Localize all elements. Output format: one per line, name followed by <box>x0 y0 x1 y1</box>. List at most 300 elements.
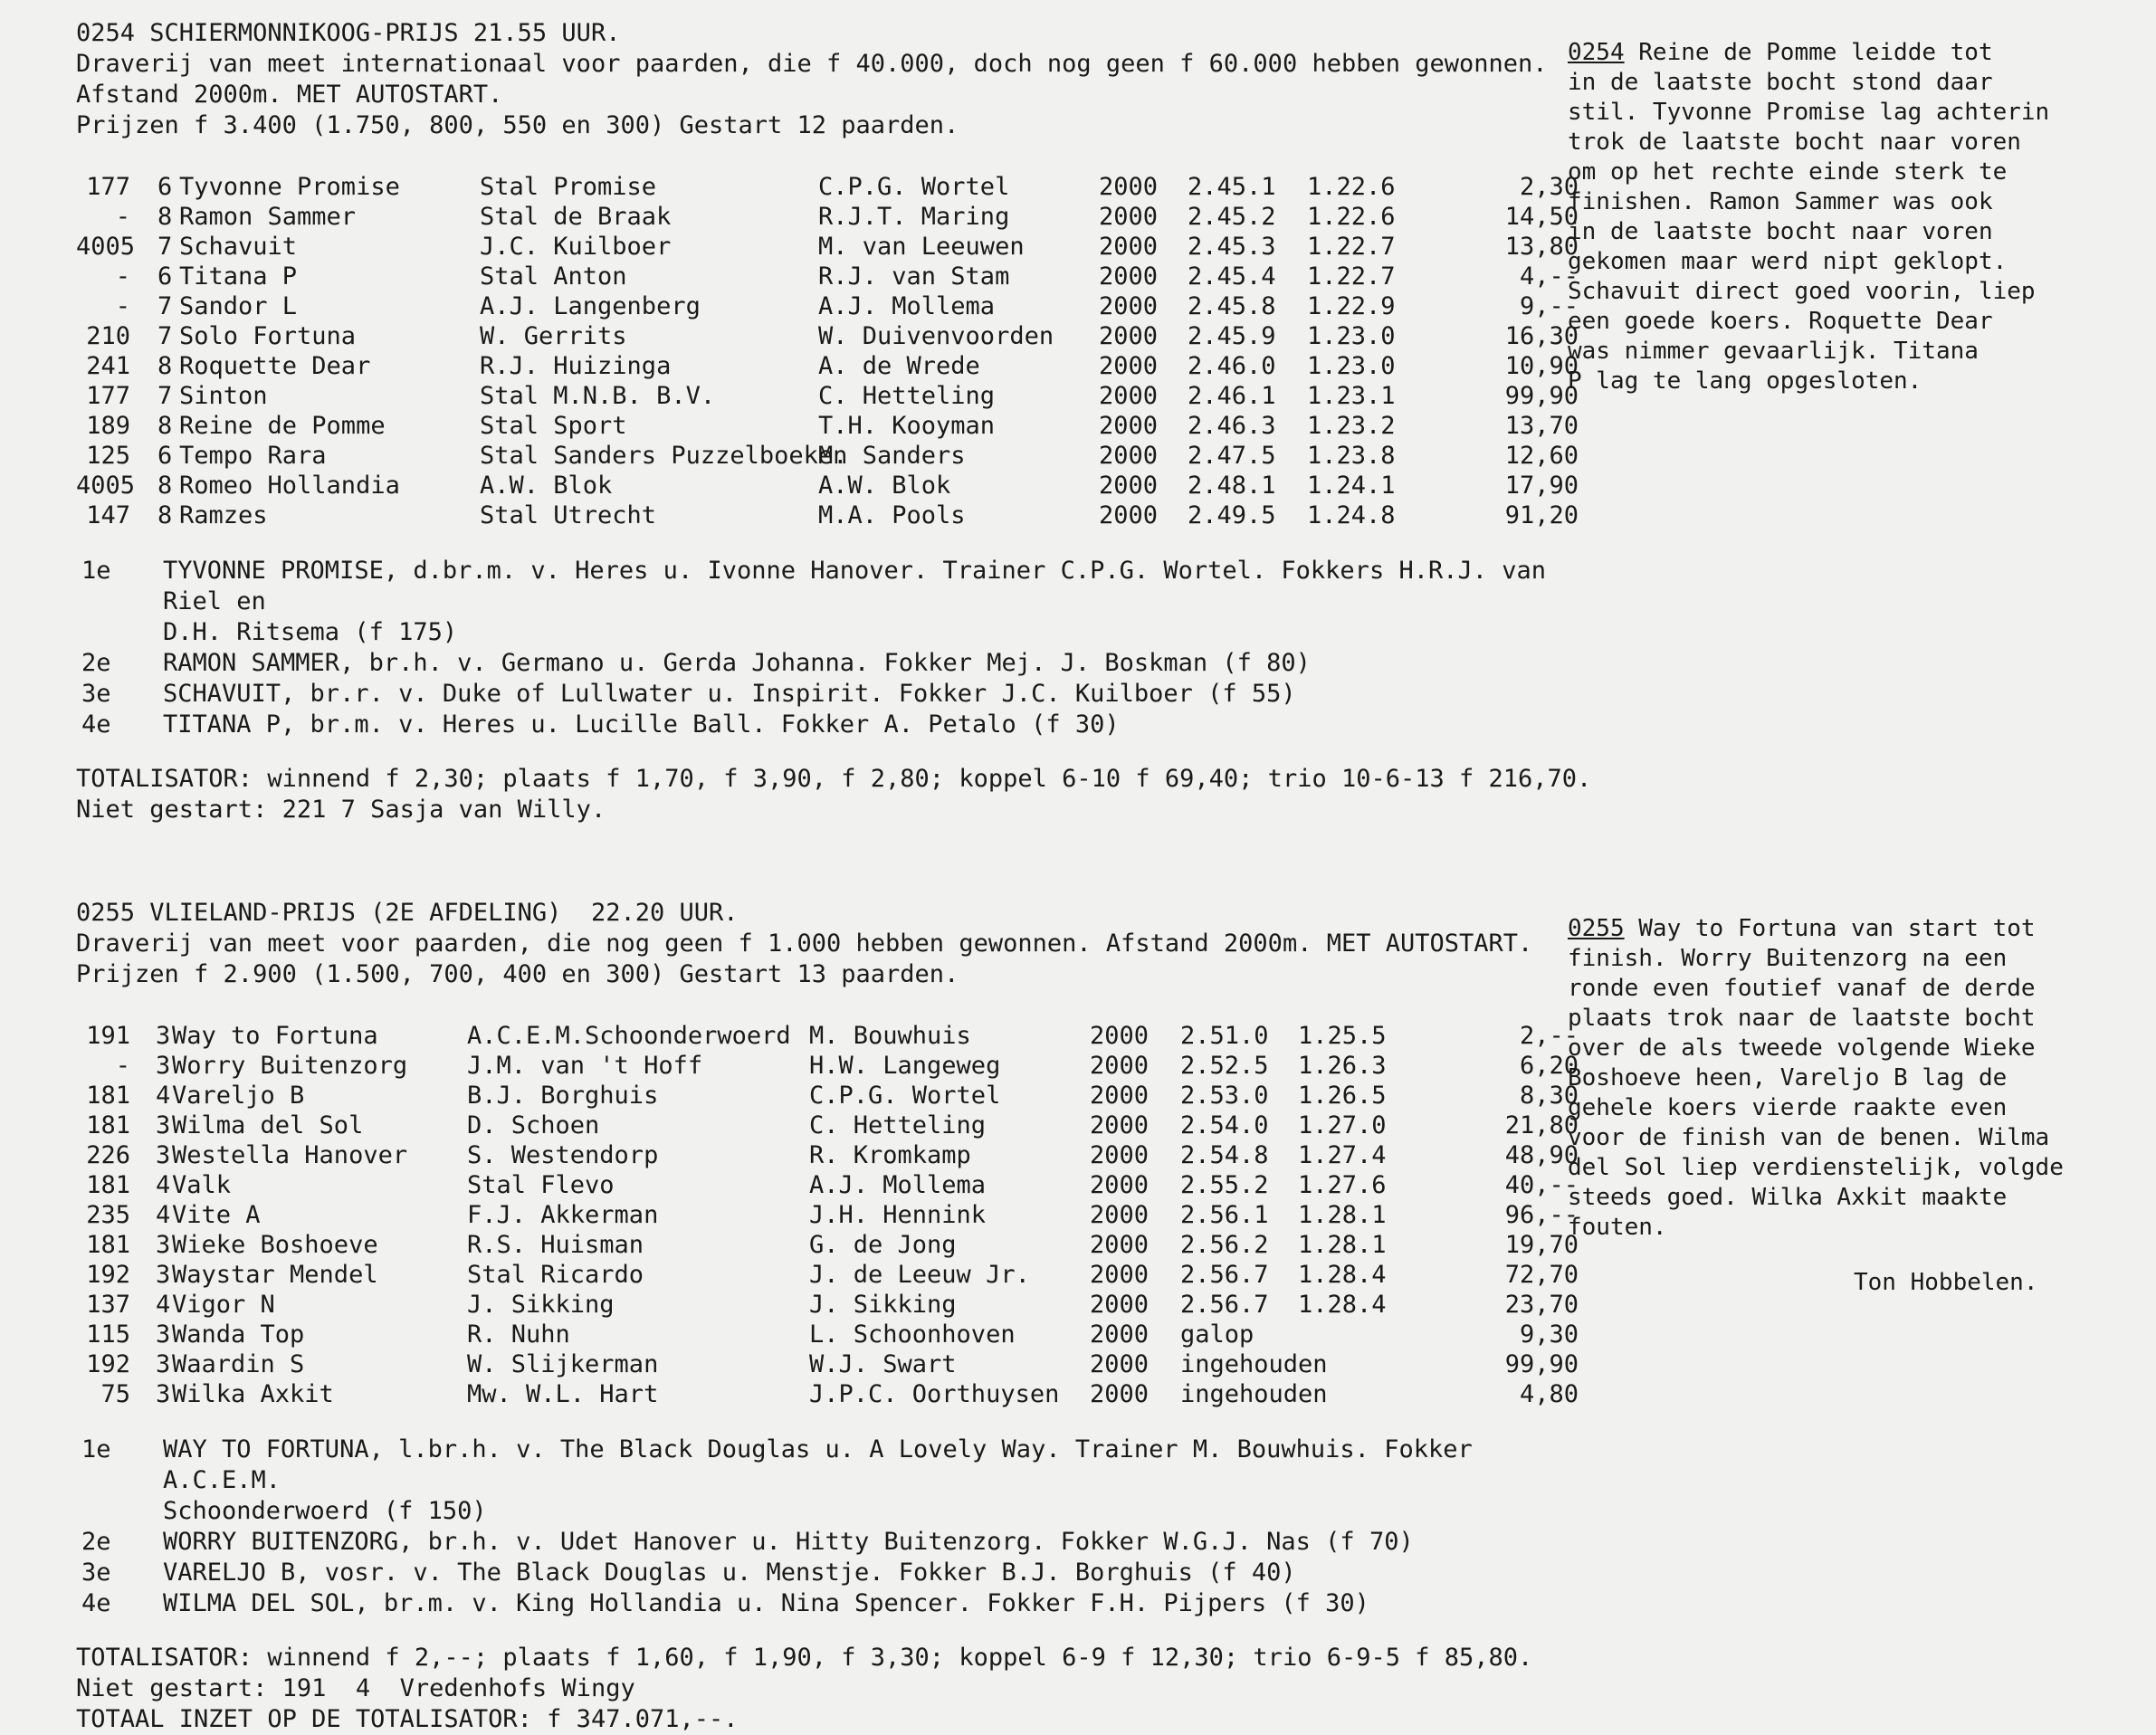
table-row <box>76 1021 1579 1051</box>
table-row <box>76 1290 1579 1320</box>
owner-name: J. Sikking <box>467 1291 615 1319</box>
owner-name: R. Nuhn <box>467 1320 570 1349</box>
horse-name: Valk <box>172 1171 232 1199</box>
owner-name: A.W. Blok <box>480 472 613 500</box>
km-time: 1.26.5 <box>1298 1082 1387 1110</box>
placings-list <box>76 556 1579 740</box>
start-number: 4005 <box>76 233 136 261</box>
placing-position: 2e <box>81 649 111 677</box>
table-row <box>76 172 1579 202</box>
win-odds: 23,70 <box>1504 1291 1579 1319</box>
horse-age: 8 <box>157 412 173 440</box>
commentary-text: in de laatste bocht stond daar stil. Tyvonne Promise lag achterin trok de laatste bocht naar voren om op het rechte einde sterk te finishen. Ramon Sammer was ook in de laatste bocht naar voren gekomen maar werd nipt geklopt. Schavuit direct goed voorin, liep een goede koers. Roquette Dear was nimmer gevaarlijk. Titana P lag te lang opgesloten. <box>1568 69 2050 395</box>
horse-name: Ramzes <box>179 501 268 529</box>
horse-age: 3 <box>156 1380 171 1408</box>
start-number: - <box>115 203 130 231</box>
total-time: 2.51.0 <box>1180 1022 1269 1050</box>
placing-position: 2e <box>81 1528 111 1556</box>
start-number: 191 <box>86 1022 130 1050</box>
race-0254 <box>76 18 1592 825</box>
distance: 2000 <box>1090 1141 1150 1169</box>
total-time: 2.55.2 <box>1180 1171 1269 1199</box>
start-number: - <box>115 292 130 320</box>
total-time: 2.56.1 <box>1180 1201 1269 1229</box>
owner-name: Stal Ricardo <box>467 1261 644 1289</box>
win-odds: 6,20 <box>1519 1052 1579 1080</box>
total-time: 2.45.1 <box>1188 173 1276 201</box>
total-time: 2.56.7 <box>1180 1261 1269 1289</box>
km-time: 1.22.7 <box>1307 262 1396 291</box>
km-time: 1.24.1 <box>1307 472 1396 500</box>
win-odds: 10,90 <box>1504 352 1579 380</box>
table-row <box>76 1379 1579 1409</box>
win-odds: 16,30 <box>1504 322 1579 350</box>
km-time: 1.25.5 <box>1298 1022 1387 1050</box>
win-odds: 2,-- <box>1519 1022 1579 1050</box>
owner-name: Stal Anton <box>480 262 627 291</box>
horse-age: 3 <box>156 1231 171 1259</box>
horse-age: 4 <box>156 1291 171 1319</box>
table-row <box>76 1170 1579 1200</box>
table-row <box>76 411 1579 441</box>
placing-item <box>76 1435 1579 1527</box>
km-time: 1.24.8 <box>1307 501 1396 529</box>
start-number: 75 <box>100 1380 130 1408</box>
km-time: 1.28.1 <box>1298 1231 1387 1259</box>
owner-name: R.S. Huisman <box>467 1231 644 1259</box>
driver-name: L. Schoonhoven <box>809 1320 1016 1349</box>
distance: 2000 <box>1090 1022 1150 1050</box>
distance: 2000 <box>1099 412 1159 440</box>
placing-text: TYVONNE PROMISE, d.br.m. v. Heres u. Ivonne Hanover. Trainer C.P.G. Wortel. Fokkers H.R.J. van Riel en D.H. Ritsema (f 175) <box>163 557 1547 646</box>
driver-name: J.H. Hennink <box>809 1201 987 1229</box>
start-number: 181 <box>86 1231 130 1259</box>
driver-name: A.J. Mollema <box>809 1171 987 1199</box>
owner-name: A.J. Langenberg <box>480 292 701 320</box>
total-time: 2.46.0 <box>1188 352 1276 380</box>
placing-position: 1e <box>81 1435 111 1463</box>
start-number: 137 <box>86 1291 130 1319</box>
driver-name: W.J. Swart <box>809 1350 957 1378</box>
horse-age: 3 <box>156 1111 171 1139</box>
total-time: 2.56.2 <box>1180 1231 1269 1259</box>
distance: 2000 <box>1099 262 1159 291</box>
km-time: 1.23.2 <box>1307 412 1396 440</box>
km-time: 1.23.0 <box>1307 352 1396 380</box>
driver-name: H.W. Langeweg <box>809 1052 1001 1080</box>
distance: 2000 <box>1099 442 1159 470</box>
start-number: 192 <box>86 1261 130 1289</box>
start-number: 4005 <box>76 472 136 500</box>
owner-name: J.M. van 't Hoff <box>467 1052 703 1080</box>
owner-name: A.C.E.M.Schoonderwoerd <box>467 1022 791 1050</box>
placing-item <box>76 1558 1579 1588</box>
owner-name: Stal Promise <box>480 173 657 201</box>
race-0255 <box>76 898 1579 1735</box>
start-number: 147 <box>86 501 130 529</box>
horse-name: Roquette Dear <box>179 352 371 380</box>
total-time: ingehouden <box>1180 1380 1328 1408</box>
table-row <box>76 1260 1579 1290</box>
table-row <box>76 441 1579 471</box>
totalisator-block <box>76 1643 1579 1735</box>
total-time: 2.45.8 <box>1188 292 1276 320</box>
win-odds: 96,-- <box>1504 1201 1579 1229</box>
win-odds: 72,70 <box>1504 1261 1579 1289</box>
distance: 2000 <box>1090 1171 1150 1199</box>
owner-name: Stal Utrecht <box>480 501 657 529</box>
placing-item <box>76 1588 1579 1619</box>
start-number: 235 <box>86 1201 130 1229</box>
table-row <box>76 1111 1579 1140</box>
km-time: 1.22.9 <box>1307 292 1396 320</box>
horse-age: 4 <box>156 1082 171 1110</box>
driver-name: W. Duivenvoorden <box>818 322 1054 350</box>
placing-item <box>76 710 1579 740</box>
driver-name: A. de Wrede <box>818 352 980 380</box>
total-time: 2.45.9 <box>1188 322 1276 350</box>
owner-name: W. Slijkerman <box>467 1350 659 1378</box>
placing-position: 4e <box>81 1589 111 1617</box>
driver-name: T.H. Kooyman <box>818 412 996 440</box>
total-time: 2.45.2 <box>1188 203 1276 231</box>
distance: 2000 <box>1099 173 1159 201</box>
total-time: 2.54.8 <box>1180 1141 1269 1169</box>
driver-name: R.J. van Stam <box>818 262 1010 291</box>
km-time: 1.28.1 <box>1298 1201 1387 1229</box>
driver-name: R. Kromkamp <box>809 1141 971 1169</box>
distance: 2000 <box>1090 1082 1150 1110</box>
win-odds: 8,30 <box>1519 1082 1579 1110</box>
win-odds: 9,30 <box>1519 1320 1579 1349</box>
horse-name: Sandor L <box>179 292 298 320</box>
start-number: 115 <box>86 1320 130 1349</box>
distance: 2000 <box>1090 1052 1150 1080</box>
horse-age: 7 <box>157 322 173 350</box>
km-time: 1.22.6 <box>1307 203 1396 231</box>
distance: 2000 <box>1099 322 1159 350</box>
horse-age: 8 <box>157 352 173 380</box>
win-odds: 13,80 <box>1504 233 1579 261</box>
start-number: - <box>115 262 130 291</box>
race-prizes: Prijzen f 3.400 (1.750, 800, 550 en 300) Gestart 12 paarden. <box>76 111 959 139</box>
horse-age: 3 <box>156 1320 171 1349</box>
owner-name: R.J. Huizinga <box>480 352 672 380</box>
table-row <box>76 1051 1579 1081</box>
placing-position: 3e <box>81 1559 111 1587</box>
distance: 2000 <box>1090 1320 1150 1349</box>
horse-age: 6 <box>157 173 173 201</box>
table-row <box>76 232 1579 262</box>
owner-name: J.C. Kuilboer <box>480 233 672 261</box>
start-number: 192 <box>86 1350 130 1378</box>
commentary-text: finish. Worry Buitenzorg na een ronde even foutief vanaf de derde plaats trok naar de laatste bocht over de als tweede volgende Wieke Boshoeve heen, Vareljo B lag de gehele koers vierde raakte even voor de finish van de benen. Wilma del Sol liep verdienstelijk, volgde steeds goed. Wilka Axkit maakte fouten. <box>1568 945 2064 1241</box>
horse-name: Schavuit <box>179 233 298 261</box>
race-conditions: Draverij van meet voor paarden, die nog geen f 1.000 hebben gewonnen. Afstand 2000m. MET AUTOSTART. <box>76 929 1533 958</box>
start-number: 210 <box>86 322 130 350</box>
horse-name: Wanda Top <box>172 1320 305 1349</box>
owner-name: Stal Sanders Puzzelboeken <box>480 442 848 470</box>
distance: 2000 <box>1090 1261 1150 1289</box>
horse-age: 6 <box>157 442 173 470</box>
race-prizes: Prijzen f 2.900 (1.500, 700, 400 en 300) Gestart 13 paarden. <box>76 960 959 988</box>
driver-name: G. de Jong <box>809 1231 957 1259</box>
placing-text: RAMON SAMMER, br.h. v. Germano u. Gerda Johanna. Fokker Mej. J. Boskman (f 80) <box>163 649 1311 677</box>
km-time: 1.23.1 <box>1307 382 1396 410</box>
placing-item <box>76 1527 1579 1558</box>
total-time: 2.54.0 <box>1180 1111 1269 1139</box>
win-odds: 14,50 <box>1504 203 1579 231</box>
km-time: 1.23.8 <box>1307 442 1396 470</box>
commentary-first-line: Way to Fortuna van start tot <box>1624 915 2036 942</box>
total-time: galop <box>1180 1320 1254 1349</box>
placing-position: 3e <box>81 680 111 708</box>
km-time: 1.28.4 <box>1298 1291 1387 1319</box>
race-distance: Afstand 2000m. MET AUTOSTART. <box>76 81 503 109</box>
driver-name: M. van Leeuwen <box>818 233 1025 261</box>
table-row <box>76 381 1579 411</box>
start-number: 189 <box>86 412 130 440</box>
driver-name: C.P.G. Wortel <box>809 1082 1001 1110</box>
distance: 2000 <box>1090 1291 1150 1319</box>
horse-age: 3 <box>156 1261 171 1289</box>
horse-name: Sinton <box>179 382 268 410</box>
horse-name: Wilka Axkit <box>172 1380 334 1408</box>
total-time: 2.56.7 <box>1180 1291 1269 1319</box>
horse-age: 3 <box>156 1022 171 1050</box>
horse-name: Vareljo B <box>172 1082 305 1110</box>
placing-text: WAY TO FORTUNA, l.br.h. v. The Black Douglas u. A Lovely Way. Trainer M. Bouwhuis. Fokker A.C.E.M. Schoonderwoerd (f 150) <box>163 1435 1473 1525</box>
horse-name: Tyvonne Promise <box>179 173 400 201</box>
driver-name: A.J. Mollema <box>818 292 996 320</box>
table-row <box>76 291 1579 321</box>
start-number: 181 <box>86 1082 130 1110</box>
owner-name: Mw. W.L. Hart <box>467 1380 659 1408</box>
owner-name: Stal Flevo <box>467 1171 615 1199</box>
total-time: 2.46.1 <box>1188 382 1276 410</box>
horse-age: 7 <box>157 292 173 320</box>
start-number: 226 <box>86 1141 130 1169</box>
horse-name: Worry Buitenzorg <box>172 1052 408 1080</box>
driver-name: J. Sikking <box>809 1291 957 1319</box>
win-odds: 4,80 <box>1519 1380 1579 1408</box>
horse-name: Reine de Pomme <box>179 412 386 440</box>
horse-name: Vigor N <box>172 1291 275 1319</box>
km-time: 1.22.7 <box>1307 233 1396 261</box>
total-time: 2.52.5 <box>1180 1052 1269 1080</box>
horse-name: Romeo Hollandia <box>179 472 400 500</box>
km-time: 1.27.4 <box>1298 1141 1387 1169</box>
placing-item <box>76 556 1579 648</box>
distance: 2000 <box>1090 1380 1150 1408</box>
results-table <box>76 172 1579 530</box>
table-row <box>76 471 1579 500</box>
win-odds: 9,-- <box>1519 292 1579 320</box>
placing-text: VARELJO B, vosr. v. The Black Douglas u. Menstje. Fokker B.J. Borghuis (f 40) <box>163 1559 1296 1587</box>
horse-name: Solo Fortuna <box>179 322 357 350</box>
table-row <box>76 1349 1579 1379</box>
start-number: 241 <box>86 352 130 380</box>
driver-name: A.W. Blok <box>818 472 951 500</box>
total-time: 2.47.5 <box>1188 442 1276 470</box>
start-number: 181 <box>86 1111 130 1139</box>
win-odds: 2,30 <box>1519 173 1579 201</box>
race-code: 0254 <box>1568 39 1625 66</box>
km-time: 1.27.0 <box>1298 1111 1387 1139</box>
table-row <box>76 351 1579 381</box>
km-time: 1.23.0 <box>1307 322 1396 350</box>
horse-age: 3 <box>156 1350 171 1378</box>
horse-age: 4 <box>156 1171 171 1199</box>
owner-name: S. Westendorp <box>467 1141 659 1169</box>
horse-name: Westella Hanover <box>172 1141 408 1169</box>
table-row <box>76 1081 1579 1111</box>
distance: 2000 <box>1099 472 1159 500</box>
race-commentary-0254 <box>1568 38 2129 396</box>
table-row <box>76 500 1579 530</box>
placing-text: SCHAVUIT, br.r. v. Duke of Lullwater u. Inspirit. Fokker J.C. Kuilboer (f 55) <box>163 680 1296 708</box>
horse-age: 4 <box>156 1201 171 1229</box>
distance: 2000 <box>1090 1201 1150 1229</box>
driver-name: C. Hetteling <box>818 382 996 410</box>
placing-text: WILMA DEL SOL, br.m. v. King Hollandia u. Nina Spencer. Fokker F.H. Pijpers (f 30) <box>163 1589 1369 1617</box>
distance: 2000 <box>1099 203 1159 231</box>
driver-name: M.A. Pools <box>818 501 966 529</box>
horse-age: 3 <box>156 1141 171 1169</box>
driver-name: R.J.T. Maring <box>818 203 1010 231</box>
horse-age: 6 <box>157 262 173 291</box>
owner-name: Stal Sport <box>480 412 627 440</box>
placing-text: TITANA P, br.m. v. Heres u. Lucille Ball. Fokker A. Petalo (f 30) <box>163 710 1120 739</box>
win-odds: 12,60 <box>1504 442 1579 470</box>
placings-list <box>76 1435 1579 1619</box>
owner-name: D. Schoen <box>467 1111 600 1139</box>
horse-name: Titana P <box>179 262 298 291</box>
win-odds: 4,-- <box>1519 262 1579 291</box>
driver-name: C.P.G. Wortel <box>818 173 1010 201</box>
win-odds: 91,20 <box>1504 501 1579 529</box>
race-code: 0255 <box>1568 915 1625 942</box>
distance: 2000 <box>1099 233 1159 261</box>
table-row <box>76 262 1579 291</box>
placing-position: 1e <box>81 557 111 585</box>
driver-name: J. de Leeuw Jr. <box>809 1261 1030 1289</box>
horse-age: 8 <box>157 472 173 500</box>
win-odds: 99,90 <box>1504 382 1579 410</box>
horse-name: Ramon Sammer <box>179 203 357 231</box>
horse-name: Way to Fortuna <box>172 1022 378 1050</box>
placing-position: 4e <box>81 710 111 739</box>
distance: 2000 <box>1090 1111 1150 1139</box>
distance: 2000 <box>1090 1231 1150 1259</box>
results-table <box>76 1021 1579 1409</box>
start-number: 181 <box>86 1171 130 1199</box>
km-time: 1.26.3 <box>1298 1052 1387 1080</box>
win-odds: 17,90 <box>1504 472 1579 500</box>
km-time: 1.22.6 <box>1307 173 1396 201</box>
owner-name: W. Gerrits <box>480 322 627 350</box>
total-time: 2.53.0 <box>1180 1082 1269 1110</box>
totalisator-block <box>76 764 1592 825</box>
driver-name: J.P.C. Oorthuysen <box>809 1380 1060 1408</box>
total-time: 2.48.1 <box>1188 472 1276 500</box>
total-time: 2.46.3 <box>1188 412 1276 440</box>
totalisator-line: TOTALISATOR: winnend f 2,--; plaats f 1,60, f 1,90, f 3,30; koppel 6-9 f 12,30; trio 6-9-5 f 85,80. <box>76 1644 1533 1672</box>
driver-name: M. Sanders <box>818 442 966 470</box>
horse-age: 7 <box>157 382 173 410</box>
win-odds: 40,-- <box>1504 1171 1579 1199</box>
total-stake-line: TOTAAL INZET OP DE TOTALISATOR: f 347.071,--. <box>76 1705 739 1733</box>
win-odds: 48,90 <box>1504 1141 1579 1169</box>
km-time: 1.27.6 <box>1298 1171 1387 1199</box>
horse-name: Waystar Mendel <box>172 1261 378 1289</box>
author-signature: Ton Hobbelen. <box>1854 1269 2038 1296</box>
total-time: 2.45.4 <box>1188 262 1276 291</box>
km-time: 1.28.4 <box>1298 1261 1387 1289</box>
horse-name: Wilma del Sol <box>172 1111 364 1139</box>
distance: 2000 <box>1099 352 1159 380</box>
placing-item <box>76 648 1579 679</box>
not-started-line: Niet gestart: 221 7 Sasja van Willy. <box>76 796 606 824</box>
race-title: 0255 VLIELAND-PRIJS (2E AFDELING) 22.20 UUR. <box>76 899 739 927</box>
start-number: 177 <box>86 173 130 201</box>
start-number: 177 <box>86 382 130 410</box>
horse-age: 7 <box>157 233 173 261</box>
distance: 2000 <box>1099 382 1159 410</box>
horse-age: 8 <box>157 203 173 231</box>
win-odds: 13,70 <box>1504 412 1579 440</box>
horse-age: 3 <box>156 1052 171 1080</box>
distance: 2000 <box>1099 292 1159 320</box>
horse-name: Waardin S <box>172 1350 305 1378</box>
table-row <box>76 1230 1579 1260</box>
race-conditions: Draverij van meet internationaal voor paarden, die f 40.000, doch nog geen f 60.000 hebben gewonnen. <box>76 50 1548 78</box>
commentary-first-line: Reine de Pomme leidde tot <box>1624 39 1993 66</box>
total-time: 2.49.5 <box>1188 501 1276 529</box>
race-title: 0254 SCHIERMONNIKOOG-PRIJS 21.55 UUR. <box>76 19 621 47</box>
table-row <box>76 1140 1579 1170</box>
not-started-line: Niet gestart: 191 4 Vredenhofs Wingy <box>76 1674 635 1702</box>
owner-name: B.J. Borghuis <box>467 1082 659 1110</box>
horse-name: Tempo Rara <box>179 442 327 470</box>
start-number: - <box>115 1052 130 1080</box>
table-row <box>76 321 1579 351</box>
horse-name: Vite A <box>172 1201 261 1229</box>
distance: 2000 <box>1090 1350 1150 1378</box>
total-time: 2.45.3 <box>1188 233 1276 261</box>
horse-name: Wieke Boshoeve <box>172 1231 378 1259</box>
distance: 2000 <box>1099 501 1159 529</box>
win-odds: 19,70 <box>1504 1231 1579 1259</box>
placing-text: WORRY BUITENZORG, br.h. v. Udet Hanover u. Hitty Buitenzorg. Fokker W.G.J. Nas (f 70) <box>163 1528 1414 1556</box>
placing-item <box>76 679 1579 710</box>
owner-name: Stal M.N.B. B.V. <box>480 382 716 410</box>
owner-name: Stal de Braak <box>480 203 672 231</box>
horse-age: 8 <box>157 501 173 529</box>
driver-name: M. Bouwhuis <box>809 1022 971 1050</box>
win-odds: 21,80 <box>1504 1111 1579 1139</box>
race-commentary-0255 <box>1568 914 2129 1243</box>
table-row <box>76 202 1579 232</box>
driver-name: C. Hetteling <box>809 1111 987 1139</box>
total-time: ingehouden <box>1180 1350 1328 1378</box>
table-row <box>76 1320 1579 1349</box>
start-number: 125 <box>86 442 130 470</box>
totalisator-line: TOTALISATOR: winnend f 2,30; plaats f 1,70, f 3,90, f 2,80; koppel 6-10 f 69,40; trio 10-6-13 f 216,70. <box>76 765 1592 793</box>
win-odds: 99,90 <box>1504 1350 1579 1378</box>
owner-name: F.J. Akkerman <box>467 1201 659 1229</box>
table-row <box>76 1200 1579 1230</box>
